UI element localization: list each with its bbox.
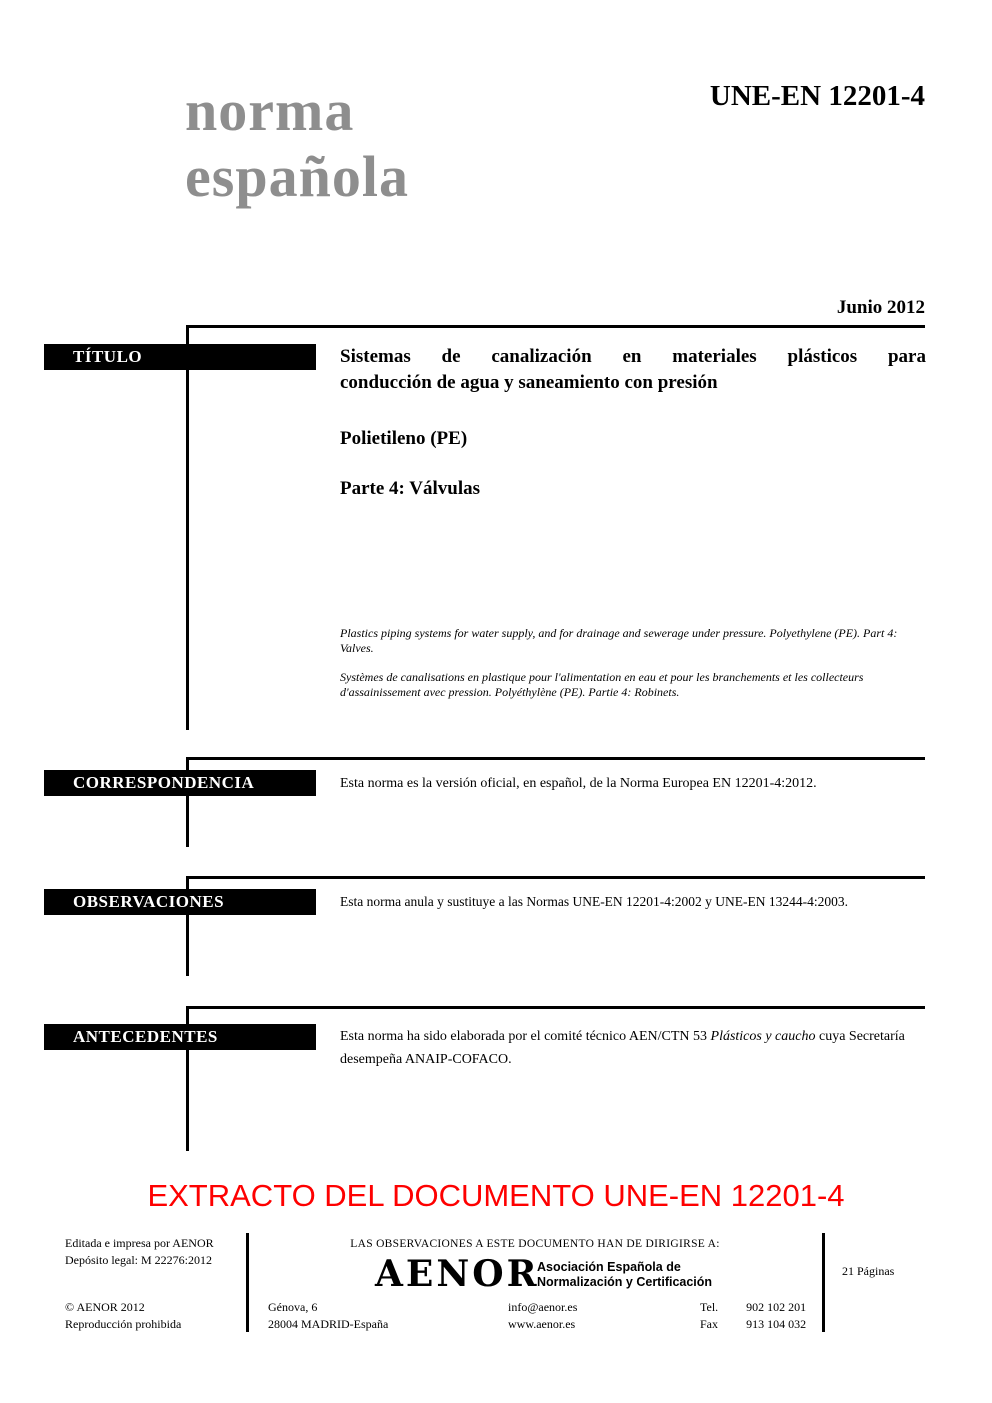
brand-line-1: norma — [185, 78, 355, 143]
titulo-rule-top — [187, 325, 925, 328]
footer-tel-value: 902 102 201 — [746, 1300, 807, 1314]
antecedentes-label-box — [44, 1024, 316, 1050]
antecedentes-label: ANTECEDENTES — [73, 1027, 218, 1046]
correspondencia-text: Esta norma es la versión oficial, en español, de la Norma Europea EN 12201-4:2012. — [340, 776, 817, 791]
footer-fax-label: Fax — [700, 1317, 718, 1331]
footer-contact-block — [508, 1299, 577, 1333]
antecedentes-text-after: cuya Secretaría desempeña ANAIP-COFACO. — [340, 1029, 905, 1067]
footer-divider-left — [246, 1233, 249, 1332]
footer-fax-value: 913 104 032 — [746, 1317, 807, 1331]
footer-page-count: 21 Páginas — [842, 1264, 895, 1278]
subtitle-part: Parte 4: Válvulas — [340, 478, 481, 499]
footer-copyright-block — [65, 1299, 181, 1333]
aenor-logo: AENOR — [375, 1253, 540, 1295]
footer-edited-line1: Editada e impresa por AENOR — [65, 1236, 214, 1250]
footer-edited-line2: Depósito legal: M 22276:2012 — [65, 1253, 212, 1267]
doc-code-heading: UNE-EN 12201-4 — [709, 80, 925, 112]
titulo-label: TÍTULO — [73, 347, 143, 366]
extracto-banner: EXTRACTO DEL DOCUMENTO UNE-EN 12201-4 — [147, 1178, 845, 1213]
correspondencia-rule-top — [187, 757, 925, 760]
footer-address-line1: Génova, 6 — [268, 1300, 318, 1314]
footer-observations-notice: LAS OBSERVACIONES A ESTE DOCUMENTO HAN DE DIRIGIRSE A: — [350, 1238, 720, 1250]
observaciones-text: Esta norma anula y sustituye a las Normas UNE-EN 12201-4:2002 y UNE-EN 13244-4:2003. — [340, 894, 849, 909]
observaciones-label-box — [44, 889, 316, 915]
antecedentes-text-italic: Plásticos y caucho — [710, 1029, 816, 1044]
title-line-2: conducción de agua y saneamiento con presión — [340, 372, 718, 393]
aenor-subtitle-line2: Normalización y Certificación — [537, 1275, 713, 1289]
titulo-label-box — [44, 344, 316, 370]
footer-edited-block — [65, 1235, 214, 1269]
correspondencia-label: CORRESPONDENCIA — [73, 773, 255, 792]
footer-copyright-line2: Reproducción prohibida — [65, 1317, 182, 1331]
footer-tel-label: Tel. — [700, 1300, 719, 1314]
antecedentes-text-before: Esta norma ha sido elaborada por el comité técnico AEN/CTN 53 — [340, 1029, 711, 1044]
title-english: Plastics piping systems for water supply, and for drainage and sewerage under pressure. Polyethylene (PE). Part 4: Valves. — [340, 626, 898, 655]
brand-logo — [185, 78, 409, 210]
footer-address-line2: 28004 MADRID-España — [268, 1317, 389, 1331]
footer-address-block — [268, 1299, 388, 1333]
subtitle-material: Polietileno (PE) — [340, 428, 468, 449]
correspondencia-label-box — [44, 770, 316, 796]
observaciones-label: OBSERVACIONES — [73, 892, 225, 911]
antecedentes-rule-top — [187, 1006, 925, 1009]
footer-divider-right — [822, 1233, 825, 1332]
titulo-rule-left — [186, 325, 189, 730]
footer-copyright-line1: © AENOR 2012 — [65, 1300, 145, 1314]
brand-line-2: española — [185, 144, 409, 209]
title-french: Systèmes de canalisations en plastique pour l'alimentation en eau et pour les branchements et les collecteurs d'assainissement avec pression. Polyéthylène (PE). Partie 4: Robinets. — [340, 670, 864, 699]
footer-telfax-block — [700, 1299, 806, 1333]
issue-date: Junio 2012 — [836, 297, 925, 318]
aenor-subtitle-line1: Asociación Española de — [537, 1260, 681, 1274]
footer-website: www.aenor.es — [508, 1317, 576, 1331]
footer-email: info@aenor.es — [508, 1300, 578, 1314]
aenor-logo-subtitle — [537, 1260, 712, 1290]
antecedentes-text — [340, 1025, 934, 1071]
title-line-1: Sistemas de canalización en materiales plásticos para — [340, 346, 926, 367]
observaciones-rule-top — [187, 876, 925, 879]
